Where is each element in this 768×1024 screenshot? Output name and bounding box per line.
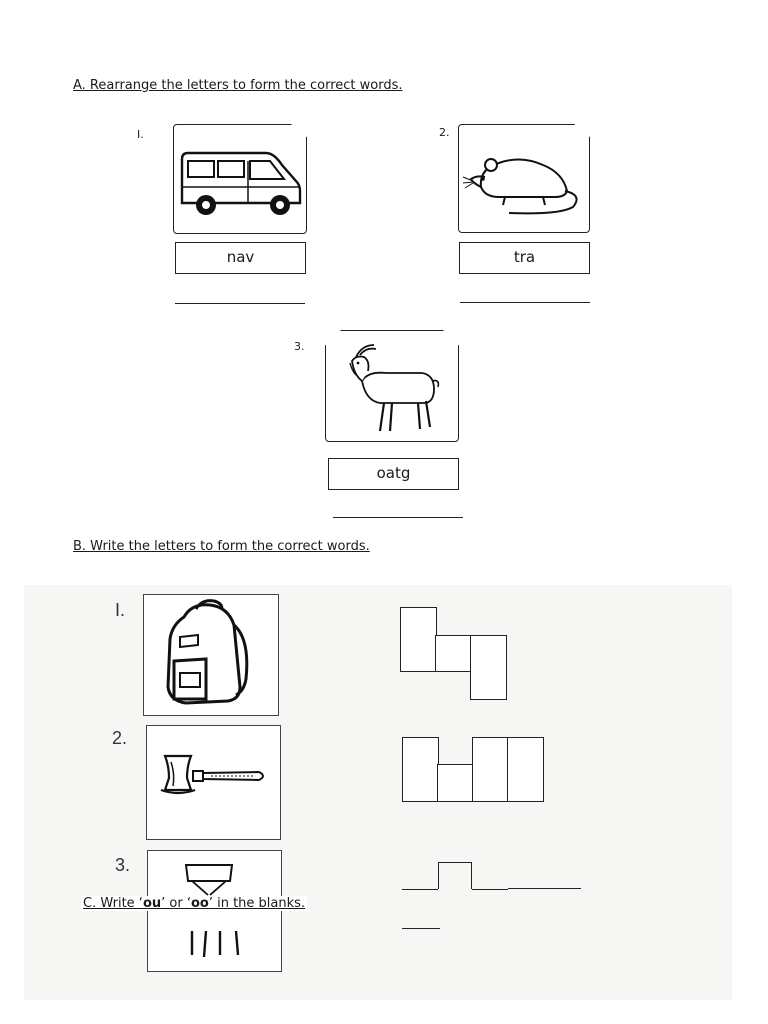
item-a2-number: 2. <box>439 126 450 139</box>
section-c-heading-mid: ’ or ‘ <box>161 896 191 911</box>
item-b2-letter-box-4[interactable] <box>507 737 544 802</box>
van-icon <box>174 125 306 233</box>
goat-icon <box>326 331 458 441</box>
item-a1-answer-line[interactable] <box>175 303 305 304</box>
item-b2-letter-box-2[interactable] <box>437 764 474 802</box>
item-b3-letter-box[interactable] <box>438 862 472 889</box>
bell-icon <box>147 726 280 839</box>
section-b-heading: B. Write the letters to form the correct words. <box>73 539 370 554</box>
item-b2-letter-box-1[interactable] <box>402 737 439 802</box>
item-b2-letter-box-3[interactable] <box>472 737 509 802</box>
item-b1-picture <box>143 594 279 716</box>
section-c-heading-prefix: C. Write ‘ <box>83 896 143 911</box>
section-c-heading-oo: oo <box>190 896 209 911</box>
backpack-icon <box>144 595 278 715</box>
item-a1-picture <box>173 124 307 234</box>
item-b3-blank-2[interactable] <box>472 889 508 890</box>
item-b3-blank-3[interactable] <box>508 888 581 889</box>
item-a3-picture <box>325 330 459 442</box>
rat-icon <box>459 125 589 232</box>
item-a3-scrambled-word: oatg <box>328 458 459 490</box>
item-a3-answer-line[interactable] <box>333 517 463 518</box>
item-b3-number: 3. <box>115 855 131 875</box>
item-b1-letter-box-3[interactable] <box>470 635 507 700</box>
item-b1-number: I. <box>115 600 126 620</box>
section-c-heading-ou: ou <box>142 896 162 911</box>
item-b2-picture <box>146 725 281 840</box>
item-a3-number: 3. <box>294 340 305 353</box>
section-c-blank[interactable] <box>402 928 440 929</box>
scanned-worksheet <box>24 585 732 1000</box>
item-b3-blank-1[interactable] <box>402 889 438 890</box>
section-a-heading: A. Rearrange the letters to form the correct words. <box>73 78 403 93</box>
item-a2-answer-line[interactable] <box>460 302 590 303</box>
section-c-heading <box>81 896 307 911</box>
stool-icon <box>148 851 281 971</box>
item-a2-scrambled-word: tra <box>459 242 590 274</box>
item-b1-letter-box-1[interactable] <box>400 607 437 672</box>
item-a1-number: I. <box>137 128 144 141</box>
item-b3-picture <box>147 850 282 972</box>
item-a2-picture <box>458 124 590 233</box>
item-b2-number: 2. <box>112 728 128 748</box>
item-a1-scrambled-word: nav <box>175 242 306 274</box>
section-c-heading-suffix: ’ in the blanks. <box>208 896 306 911</box>
item-b1-letter-box-2[interactable] <box>435 635 472 672</box>
